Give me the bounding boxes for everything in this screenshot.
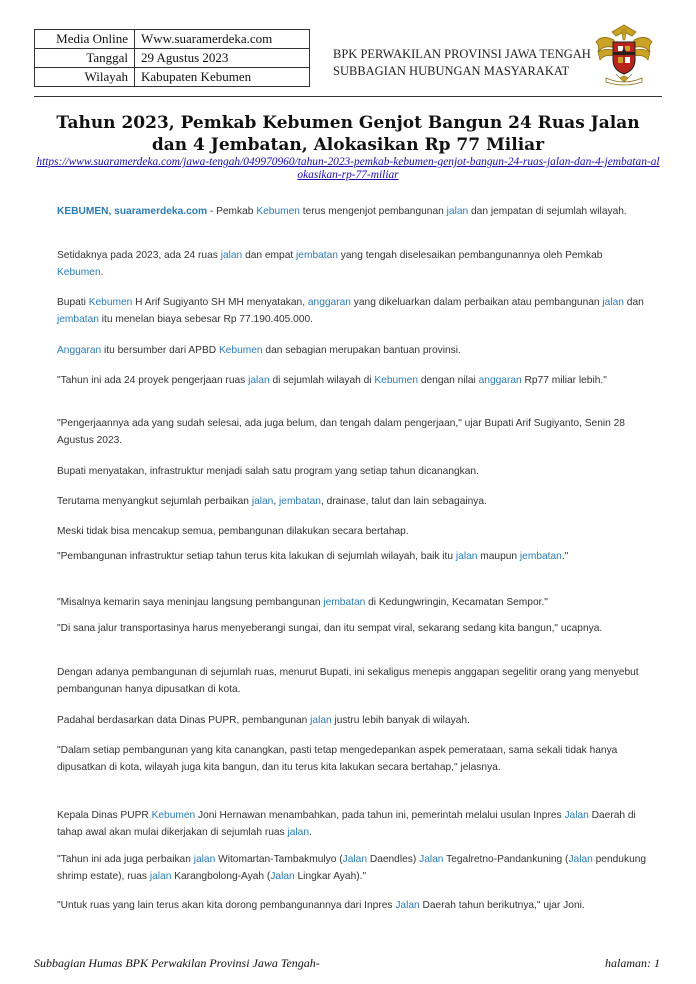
keyword-link[interactable]: anggaran <box>478 375 522 386</box>
paragraph-text: "Pembangunan infrastruktur setiap tahun terus kita lakukan di sejumlah wilayah, baik itu <box>57 551 456 562</box>
keyword-link[interactable]: jalan <box>193 854 216 865</box>
media-info-table <box>34 29 310 87</box>
article-paragraph <box>57 712 647 729</box>
header-divider <box>34 96 662 97</box>
paragraph-text: dan sebagian merupakan bantuan provinsi. <box>262 345 461 356</box>
article-paragraph <box>57 493 647 510</box>
paragraph-text: Lingkar Ayah)." <box>294 871 367 882</box>
media-online-value: Www.suaramerdeka.com <box>135 30 310 49</box>
paragraph-text: "Misalnya kemarin saya meninjau langsung pembangunan <box>57 597 324 608</box>
paragraph-text: itu bersumber dari APBD <box>101 345 219 356</box>
paragraph-text: dengan nilai <box>418 375 479 386</box>
page-number: halaman: 1 <box>605 956 660 970</box>
page-footer <box>34 956 660 971</box>
keyword-link[interactable]: Jalan <box>270 871 295 882</box>
dateline: KEBUMEN, suaramerdeka.com <box>57 206 208 217</box>
keyword-link[interactable]: anggaran <box>307 297 351 308</box>
keyword-link[interactable]: Anggaran <box>57 345 102 356</box>
region-value: Kabupaten Kebumen <box>135 68 310 87</box>
keyword-link[interactable]: jalan <box>149 871 172 882</box>
paragraph-text: Padahal berdasarkan data Dinas PUPR, pembangunan <box>57 715 311 726</box>
article-paragraph <box>57 620 647 637</box>
keyword-link[interactable]: Kebumen <box>88 297 133 308</box>
paragraph-text: maupun <box>477 551 520 562</box>
paragraph-text: - Pemkab <box>207 206 257 217</box>
date-row <box>35 49 310 68</box>
paragraph-text: Terutama menyangkut sejumlah perbaikan <box>57 496 252 507</box>
article-paragraph <box>57 664 647 698</box>
keyword-link[interactable]: jalan <box>455 551 478 562</box>
date-label: Tanggal <box>35 49 135 68</box>
article-paragraph <box>57 372 647 389</box>
keyword-link[interactable]: jalan <box>220 250 243 261</box>
keyword-link[interactable]: Kebumen <box>218 345 263 356</box>
article-paragraph <box>57 851 647 885</box>
paragraph-text: H Arif Sugiyanto SH MH menyatakan, <box>132 297 308 308</box>
article-paragraph <box>57 342 647 359</box>
article-paragraph <box>57 807 647 841</box>
paragraph-text: "Tahun ini ada 24 proyek pengerjaan ruas <box>57 375 249 386</box>
region-row <box>35 68 310 87</box>
paragraph-text: Rp77 miliar lebih." <box>521 375 607 386</box>
org-header <box>333 46 591 80</box>
org-name: BPK PERWAKILAN PROVINSI JAWA TENGAH <box>333 47 591 61</box>
media-online-row <box>35 30 310 49</box>
paragraph-text: "Di sana jalur transportasinya harus menyeberangi sungai, dan itu sempat viral, sekarang sedang kita bangun," ucapnya. <box>57 623 603 634</box>
paragraph-text: dan empat <box>242 250 297 261</box>
paragraph-text: . <box>309 827 312 838</box>
paragraph-text: dan jempatan di sejumlah wilayah. <box>468 206 627 217</box>
keyword-link[interactable]: jembatan <box>519 551 562 562</box>
article-paragraph <box>57 897 647 914</box>
keyword-link[interactable]: Jalan <box>395 900 420 911</box>
region-label: Wilayah <box>35 68 135 87</box>
paragraph-text: yang dikeluarkan dalam perbaikan atau pembangunan <box>350 297 603 308</box>
keyword-link[interactable]: jembatan <box>296 250 338 261</box>
keyword-link[interactable]: Kebumen <box>374 375 419 386</box>
keyword-link[interactable]: jalan <box>251 496 274 507</box>
keyword-link[interactable]: jembatan <box>57 314 99 325</box>
keyword-link[interactable]: Kebumen <box>151 810 196 821</box>
paragraph-text: itu menelan biaya sebesar Rp 77.190.405.000. <box>98 314 314 325</box>
paragraph-text: , <box>273 496 280 507</box>
paragraph-text: Daendles) <box>367 854 420 865</box>
keyword-link[interactable]: Jalan <box>564 810 589 821</box>
paragraph-text: Setidaknya pada 2023, ada 24 ruas <box>57 250 221 261</box>
paragraph-text: Bupati menyatakan, infrastruktur menjadi salah satu program yang setiap tahun dicanangkan. <box>57 466 479 477</box>
paragraph-text: "Untuk ruas yang lain terus akan kita dorong pembangunannya dari Inpres <box>57 900 396 911</box>
org-unit: SUBBAGIAN HUBUNGAN MASYARAKAT <box>333 64 570 78</box>
keyword-link[interactable]: Kebumen <box>256 206 300 217</box>
paragraph-text: "Dalam setiap pembangunan yang kita canangkan, pasti tetap mengedepankan aspek pemerataan, sama sekali tidak hanya dipusatkan di kota, wilayah juga kita bangun, dan itu terus kita lakukan secara bertahap," jelasnya. <box>57 745 618 773</box>
keyword-link[interactable]: jalan <box>446 206 469 217</box>
paragraph-text: Joni Hernawan menambahkan, pada tahun ini, pemerintah melalui usulan Inpres <box>195 810 565 821</box>
article-paragraph <box>57 523 647 540</box>
keyword-link[interactable]: jembatan <box>323 597 366 608</box>
keyword-link[interactable]: jalan <box>602 297 624 308</box>
keyword-link[interactable]: Jalan <box>568 854 593 865</box>
paragraph-text: yang tengah diselesaikan pembangunannya oleh Pemkab <box>337 250 603 261</box>
paragraph-text: Tegalretno-Pandankuning ( <box>443 854 569 865</box>
article-paragraph <box>57 594 647 611</box>
paragraph-text: Dengan adanya pembangunan di sejumlah ruas, menurut Bupati, ini sekaligus menepis anggapan segelitir orang yang menyebut pembangunan hanya dipusatkan di kota. <box>57 667 639 695</box>
article-paragraph <box>57 463 647 480</box>
date-value: 29 Agustus 2023 <box>135 49 310 68</box>
article-paragraph <box>57 742 647 776</box>
article-paragraph <box>57 203 647 220</box>
keyword-link[interactable]: Jalan <box>342 854 367 865</box>
paragraph-text: Kepala Dinas PUPR <box>57 810 152 821</box>
paragraph-text: "Pengerjaannya ada yang sudah selesai, ada juga belum, dan tengah dalam pengerjaan," ujar Bupati Arif Sugiyanto, Senin 28 Agustus 2023. <box>57 418 625 446</box>
article-source-link[interactable]: https://www.suaramerdeka.com/jawa-tengah/049970960/tahun-2023-pemkab-kebumen-genjot-bangun-24-ruas-jalan-dan-4-jembatan-alokasikan-rp-77-miliar <box>36 156 660 181</box>
paragraph-text: Meski tidak bisa mencakup semua, pembangunan dilakukan secara bertahap. <box>57 526 409 537</box>
article-title: Tahun 2023, Pemkab Kebumen Genjot Bangun 24 Ruas Jalan dan 4 Jembatan, Alokasikan Rp 77 Miliar <box>56 113 640 155</box>
paragraph-text: Bupati <box>57 297 89 308</box>
paragraph-text: ." <box>561 551 569 562</box>
footer-org-text: Subbagian Humas BPK Perwakilan Provinsi Jawa Tengah- <box>34 956 320 970</box>
article-paragraph <box>57 548 647 565</box>
article-paragraph <box>57 247 647 281</box>
paragraph-text: . <box>100 267 104 278</box>
article-paragraph <box>57 294 647 328</box>
paragraph-text: di sejumlah wilayah di <box>269 375 375 386</box>
paragraph-text: Daerah di tahap awal akan mulai dikerjakan di sejumlah ruas <box>57 810 636 838</box>
keyword-link[interactable]: jalan <box>287 827 310 838</box>
paragraph-text: "Tahun ini ada juga perbaikan <box>57 854 194 865</box>
paragraph-text: justru lebih banyak di wilayah. <box>331 715 470 726</box>
keyword-link[interactable]: Kebumen <box>57 267 101 278</box>
paragraph-text: Daerah tahun berikutnya," ujar Joni. <box>419 900 585 911</box>
paragraph-text: terus mengenjot pembangunan <box>299 206 447 217</box>
paragraph-text: di Kedungwringin, Kecamatan Sempor." <box>365 597 548 608</box>
keyword-link[interactable]: jalan <box>310 715 332 726</box>
media-online-label: Media Online <box>35 30 135 49</box>
paragraph-text: dan <box>623 297 644 308</box>
paragraph-text: Witomartan-Tambakmulyo ( <box>215 854 343 865</box>
garuda-emblem-icon <box>592 22 656 86</box>
paragraph-text: , drainase, talut dan lain sebagainya. <box>320 496 487 507</box>
keyword-link[interactable]: Jalan <box>419 854 444 865</box>
paragraph-text: Karangbolong-Ayah ( <box>171 871 271 882</box>
keyword-link[interactable]: jembatan <box>279 496 321 507</box>
paragraph-text: pendukung shrimp estate), ruas <box>57 854 647 882</box>
keyword-link[interactable]: jalan <box>248 375 270 386</box>
article-paragraph <box>57 415 647 449</box>
